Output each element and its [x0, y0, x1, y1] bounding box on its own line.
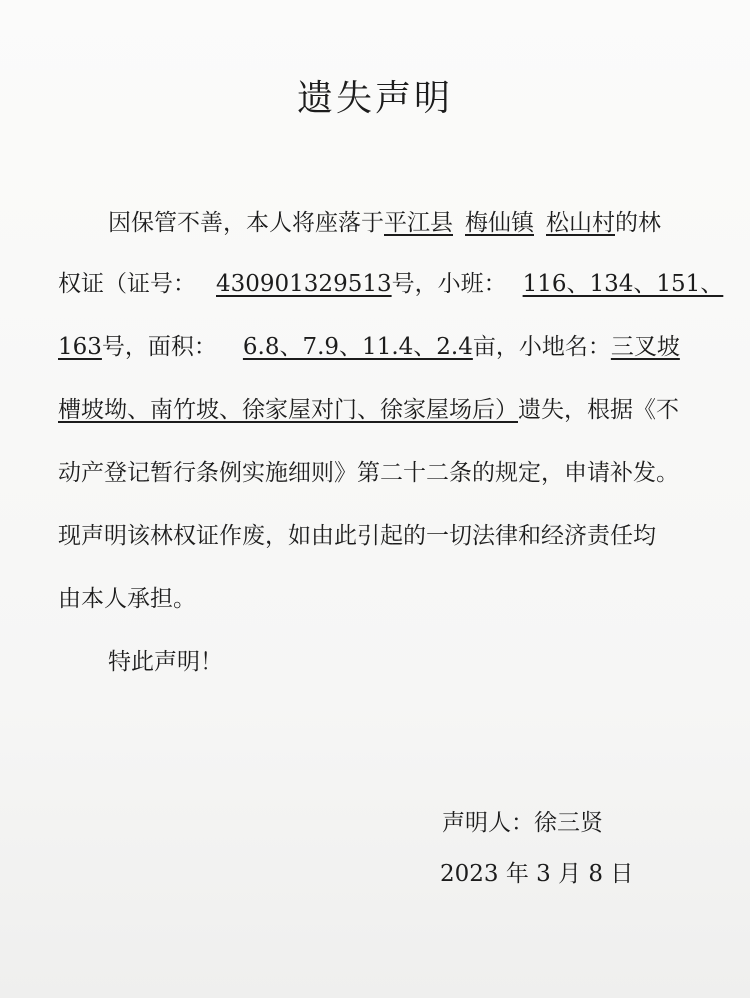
- line3-mid2: 亩，小地名：: [472, 334, 611, 360]
- body-line-7: 由本人承担。: [58, 586, 196, 612]
- body-line-1: [108, 206, 661, 240]
- line1-lead: 因保管不善，本人将座落于: [108, 210, 384, 236]
- line3-mid1: 号，面积：: [101, 334, 217, 360]
- village-name: 松山村: [546, 210, 615, 236]
- closing-statement: 特此声明！: [108, 649, 223, 675]
- body-line-2: [58, 267, 723, 301]
- declaration-date: 2023 年 3 月 8 日: [440, 861, 634, 887]
- document-title: 遗失声明: [296, 78, 453, 119]
- place-names-cont: 槽坡坳、南竹坡、徐家屋对门、徐家屋场后）: [58, 397, 518, 423]
- line4-tail: 遗失，根据《不: [518, 397, 679, 423]
- county-name: 平江县: [384, 210, 453, 236]
- body-line-6: 现声明该林权证作废，如由此引起的一切法律和经济责任均: [58, 523, 656, 549]
- line2-lead: 权证（证号：: [58, 271, 196, 297]
- declarant-signature: 声明人：徐三贤: [442, 810, 603, 836]
- plot-numbers-cont: 163: [58, 334, 102, 360]
- place-names: 三叉坡: [610, 334, 680, 360]
- certificate-number: 430901329513: [216, 271, 392, 297]
- line1-tail: 的林: [615, 210, 661, 236]
- body-line-3: [58, 330, 680, 364]
- body-line-4: [58, 393, 679, 427]
- town-name: 梅仙镇: [465, 210, 534, 236]
- line2-mid: 号，小班：: [391, 271, 507, 297]
- body-line-5: 动产登记暂行条例实施细则》第二十二条的规定，申请补发。: [58, 460, 679, 486]
- plot-areas: 6.8、7.9、11.4、2.4: [242, 334, 473, 360]
- plot-numbers: 116、134、151、: [522, 271, 724, 297]
